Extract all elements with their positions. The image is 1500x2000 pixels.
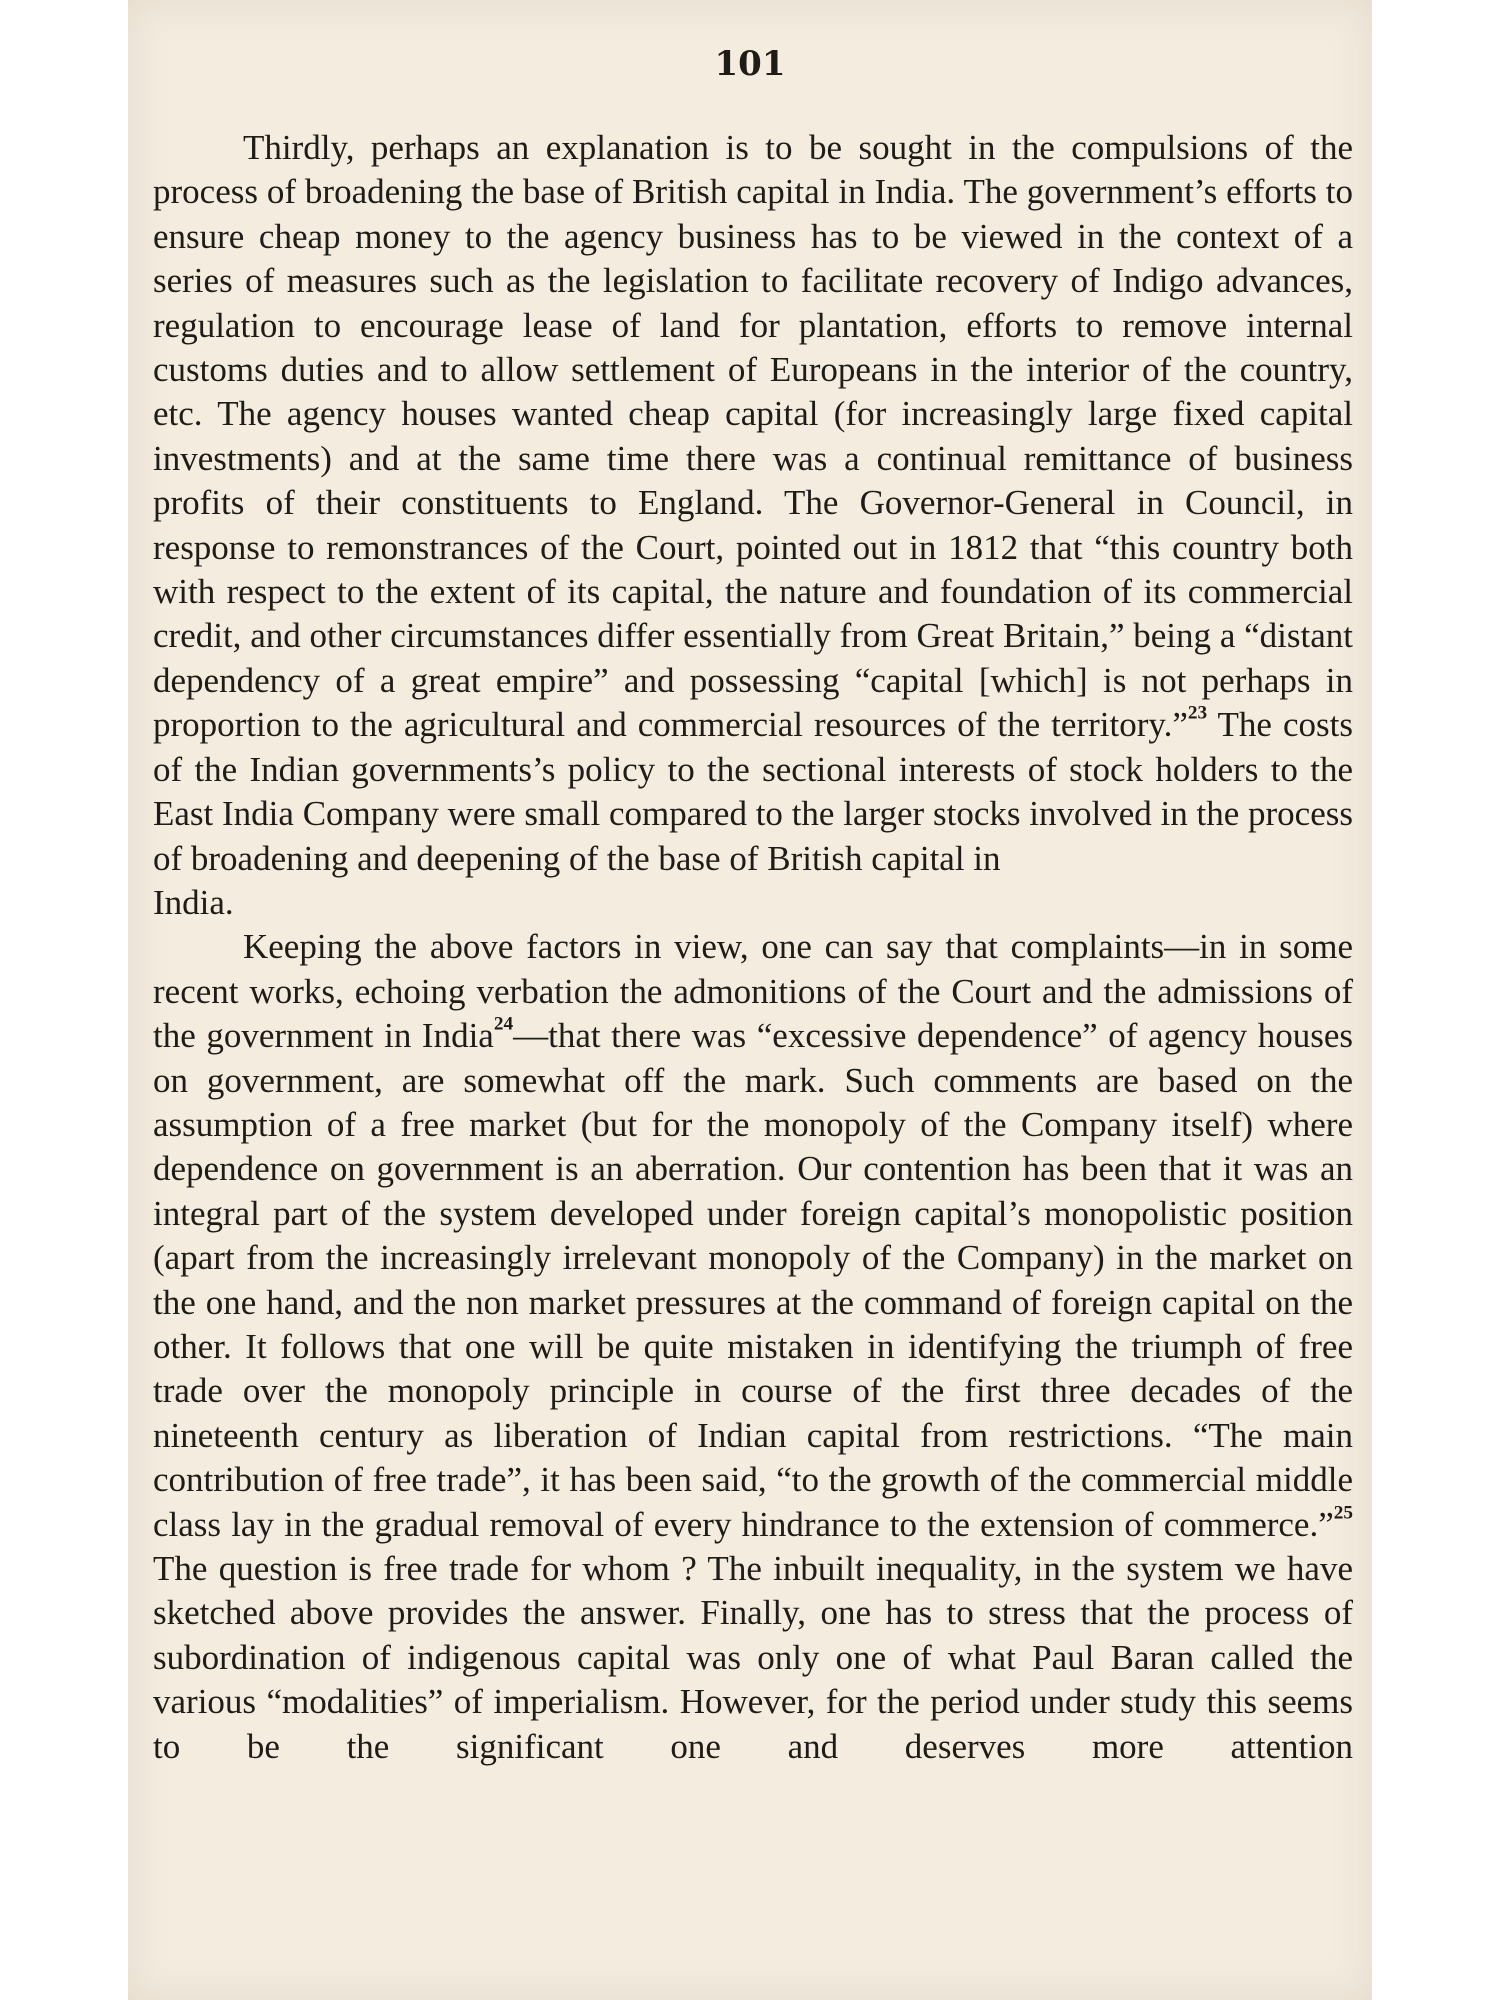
paragraph-2-text-a: Keeping the above factors in view, one can say that complaints—in in some recent works, echoing verbation the admonitions of the Court and the admissions of the government in India	[153, 927, 1353, 1056]
body-text	[153, 126, 1353, 1769]
paragraph-2-text-b: —that there was “excessive dependence” of agency houses on government, are somewhat off the mark. Such comments are based on the assumption of a free market (but for the monopoly of the Company itself) where dependence on government is an aberration. Our contention has been that it was an integral part of the system developed under foreign capital’s monopolistic position (apart from the increasingly irrelevant monopoly of the Company) in the market on the one hand, and the non market pressures at the command of foreign capital on the other. It follows that one will be quite mistaken in identifying the triumph of free trade over the monopoly principle in course of the first three decades of the nineteenth century as liberation of Indian capital from restrictions. “The main contribution of free trade”, it has been said, “to the growth of the commercial middle class lay in the gradual removal of every hindrance to the extension of commerce.”	[153, 1016, 1353, 1544]
page-number: 101	[714, 44, 786, 84]
footnote-ref-23: 23	[1187, 702, 1208, 724]
paragraph-1-text-b: The costs of the Indian governments’s policy to the sectional interests of stock holders to the East India Company were small compared to the larger stocks involved in the process of broadening and deepening of the base of British capital in	[153, 705, 1353, 878]
paragraph-1-text-a: Thirdly, perhaps an explanation is to be sought in the compulsions of the process of broadening the base of British capital in India. The government’s efforts to ensure cheap money to the agency business has to be viewed in the context of a series of measures such as the legislation to facilitate recovery of Indigo advances, regulation to encourage lease of land for plantation, efforts to remove internal customs duties and to allow settlement of Europeans in the interior of the country, etc. The agency houses wanted cheap capital (for increasingly large fixed capital investments) and at the same time there was a continual remittance of business profits of their constituents to England. The Governor-General in Council, in response to remonstrances of the Court, pointed out in 1812 that “this country both with respect to the extent of its capital, the nature and foundation of its commercial credit, and other circumstances differ essentially from Great Britain,” being a “distant dependency of a great empire” and possessing “capital [which] is not perhaps in proportion to the agricultural and commercial resources of the territory.”	[153, 128, 1353, 745]
paragraph-2	[153, 925, 1353, 1769]
paragraph-2-text-c: The question is free trade for whom ? The inbuilt inequality, in the system we have sketched above provides the answer. Finally, one has to stress that the process of subordination of indigenous capital was only one of what Paul Baran called the various “modalities” of imperialism. However, for the period under study this seems to be the significant one and deserves more attention	[153, 1549, 1353, 1766]
footnote-ref-25: 25	[1333, 1502, 1353, 1524]
paragraph-1	[153, 126, 1353, 925]
book-page	[128, 0, 1372, 2000]
footnote-ref-24: 24	[493, 1013, 514, 1035]
paragraph-1-last-line: India.	[153, 882, 234, 922]
